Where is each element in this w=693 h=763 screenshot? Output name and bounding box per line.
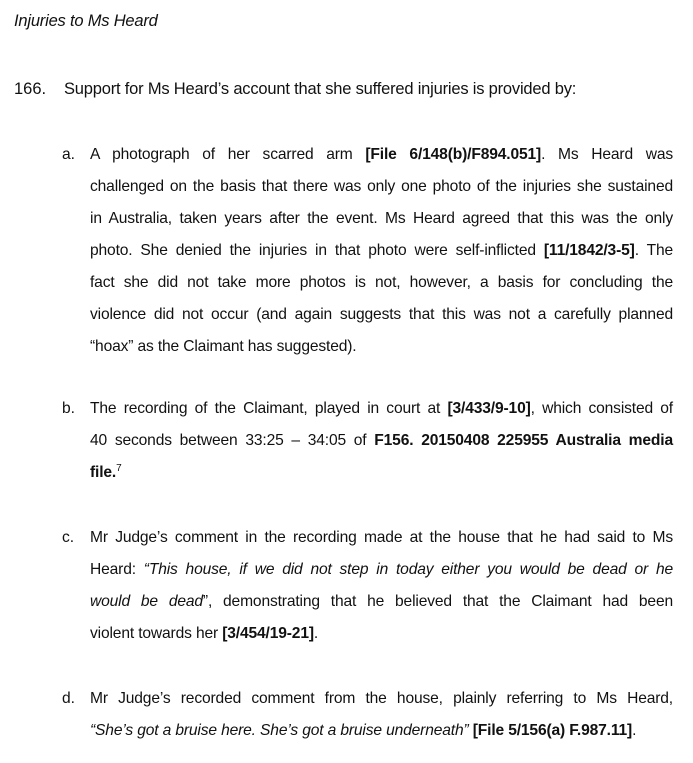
item-line: in Australia, taken years after the event. Ms Heard agreed that this was the only — [90, 210, 673, 227]
paragraph-intro: Support for Ms Heard’s account that she suffered injuries is provided by: — [64, 80, 577, 98]
citation: [File 6/148(b)/F894.051] — [365, 146, 542, 163]
citation: [File 5/156(a) F.987.11] — [472, 722, 633, 739]
item-line: A photograph of her scarred arm [File 6/148(b)/F894.051]. Ms Heard was — [90, 146, 673, 163]
item-line: “She’s got a bruise here. She’s got a bruise underneath” [File 5/156(a) F.987.11]. — [90, 722, 637, 739]
item-line: “hoax” as the Claimant has suggested). — [90, 338, 357, 355]
citation: [3/433/9-10] — [447, 400, 531, 417]
item-label: b. — [62, 400, 76, 417]
item-line: challenged on the basis that there was only one photo of the injuries she sustained — [90, 178, 673, 195]
quote: “She’s got a bruise here. She’s got a bruise underneath” — [90, 722, 469, 739]
section-heading: Injuries to Ms Heard — [14, 12, 158, 30]
citation: [11/1842/3-5] — [543, 242, 635, 259]
citation: file. — [90, 464, 117, 481]
item-label: a. — [62, 146, 76, 163]
item-line: Mr Judge’s recorded comment from the house, plainly referring to Ms Heard, — [90, 690, 673, 707]
item-line: Mr Judge’s comment in the recording made at the house that he had said to Ms — [90, 529, 673, 546]
citation: F156. 20150408 225955 Australia media — [374, 432, 673, 449]
citation: [3/454/19-21] — [222, 625, 314, 642]
item-label: d. — [62, 690, 76, 707]
item-label: c. — [62, 529, 75, 546]
item-line: would be dead”, demonstrating that he believed that the Claimant had been — [90, 593, 674, 610]
quote: “This house, if we did not step in today either you would be dead or he — [143, 561, 674, 578]
paragraph-number: 166. — [14, 80, 47, 98]
footnote-ref: 7 — [116, 462, 122, 474]
item-line: fact she did not take more photos is not, however, a basis for concluding the — [90, 274, 673, 291]
item-line: The recording of the Claimant, played in court at [3/433/9-10], which consisted of — [90, 400, 673, 417]
quote: would be dead — [90, 593, 203, 610]
item-line: violent towards her [3/454/19-21]. — [90, 625, 319, 642]
item-line: Heard: “This house, if we did not step in today either you would be dead or he — [90, 561, 674, 578]
item-line: photo. She denied the injuries in that photo were self-inflicted [11/1842/3-5]. The — [90, 242, 673, 259]
item-line: violence did not occur (and again suggests that this was not a carefully planned — [90, 306, 673, 323]
item-line: 40 seconds between 33:25 – 34:05 of F156. 20150408 225955 Australia media — [90, 432, 673, 449]
item-line — [90, 457, 673, 489]
